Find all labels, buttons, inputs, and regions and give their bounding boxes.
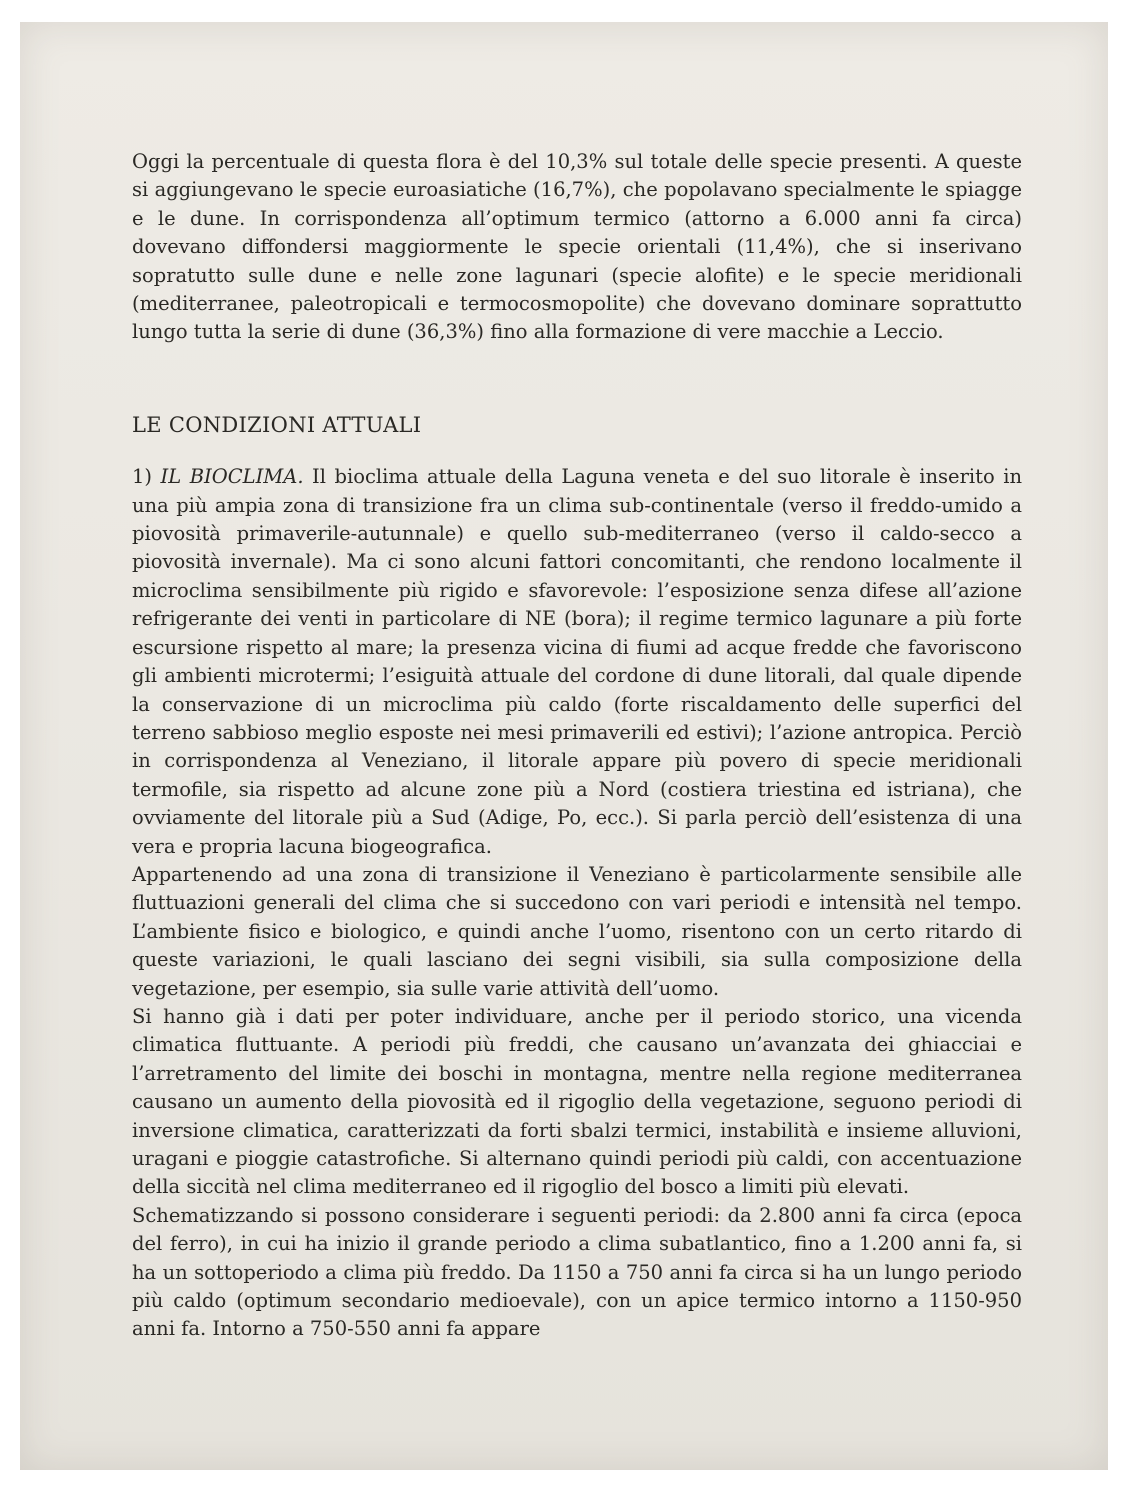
page-text-column [132, 148, 1022, 1344]
subsection-number: 1) [132, 465, 153, 489]
climatic-fluctuation-paragraph: Si hanno già i dati per poter individuare, anche per il periodo storico, una vicenda climatica fluttuante. A periodi più freddi, che causano un’avanzata dei ghiacciai e l’arretramento del limite dei boschi in montagna, mentre nella regione mediterranea causano un aumento della piovosità ed il rigoglio della vegetazione, seguono periodi di inversione climatica, caratterizzati da forti sbalzi termici, instabilità e insieme alluvioni, uragani e pioggie catastrofiche. Si alternano quindi periodi più caldi, con accentuazione della siccità nel clima mediterraneo ed il rigoglio del bosco a limiti più elevati. [132, 1004, 1022, 1199]
periods-paragraph: Schematizzando si possono considerare i seguenti periodi: da 2.800 anni fa circa (epoca del ferro), in cui ha inizio il grande periodo a clima subatlantico, fino a 1.200 anni fa, si ha un sottoperiodo a clima più freddo. Da 1150 a 750 anni fa circa si ha un lungo periodo più caldo (optimum secondario medioevale), con un apice termico intorno a 1150-950 anni fa. Intorno a 750-550 anni fa appare [132, 1203, 1022, 1341]
bioclima-paragraph-text: Il bioclima attuale della Laguna veneta e del suo litorale è inserito in una più ampia zona di transizione fra un clima sub-continentale (verso il freddo-umido a piovosità primaverile-autunnale) e quello sub-mediterraneo (verso il caldo-secco a piovosità invernale). Ma ci sono alcuni fattori concomitanti, che rendono localmente il microclima sensibilmente più rigido e sfavorevole: l’esposizione senza difese all’azione refrigerante dei venti in particolare di NE (bora); il regime termico lagunare a più forte escursione rispetto al mare; la presenza vicina di fiumi ad acque fredde che favoriscono gli ambienti microtermi; l’esiguità attuale del cordone di dune litorali, dal quale dipende la conservazione di un microclima più caldo (forte riscaldamento delle superfici del terreno sabbioso meglio esposte nei mesi primaverili ed estivi); l’azione antropica. Perciò in corrispondenza al Veneziano, il litorale appare più povero di specie meridionali termofile, sia rispetto ad alcune zone più a Nord (costiera triestina ed istriana), che ovviamente del litorale più a Sud (Adige, Po, ecc.). Si parla perciò dell’esistenza di una vera e propria lacuna biogeografica. [132, 465, 1023, 858]
transition-paragraph: Appartenendo ad una zona di transizione il Veneziano è particolarmente sensibile alle fluttuazioni generali del clima che si succedono con vari periodi e intensità nel tempo. L’ambiente fisico e biologico, e quindi anche l’uomo, risentono con un certo ritardo di queste variazioni, le quali lasciano dei segni visibili, sia sulla composizione della vegetazione, per esempio, sia sulle varie attività dell’uomo. [132, 862, 1022, 1000]
photographed-page [20, 22, 1108, 1470]
section-title: LE CONDIZIONI ATTUALI [132, 412, 422, 437]
subsection-heading: IL BIOCLIMA. [160, 465, 304, 489]
section-body [132, 463, 1022, 1344]
bioclima-paragraph [132, 463, 1022, 861]
intro-paragraph: Oggi la percentuale di questa flora è del 10,3% sul totale delle specie presenti. A queste si aggiungevano le specie euroasiatiche (16,7%), che popolavano specialmente le spiagge e le dune. In corrispondenza all’optimum termico (attorno a 6.000 anni fa circa) dovevano diffondersi maggiormente le specie orientali (11,4%), che si inserivano sopratutto sulle dune e nelle zone lagunari (specie alofite) e le specie meridionali (mediterranee, paleotropicali e termocosmopolite) che dovevano dominare soprattutto lungo tutta la serie di dune (36,3%) fino alla formazione di vere macchie a Leccio. [132, 150, 1022, 344]
